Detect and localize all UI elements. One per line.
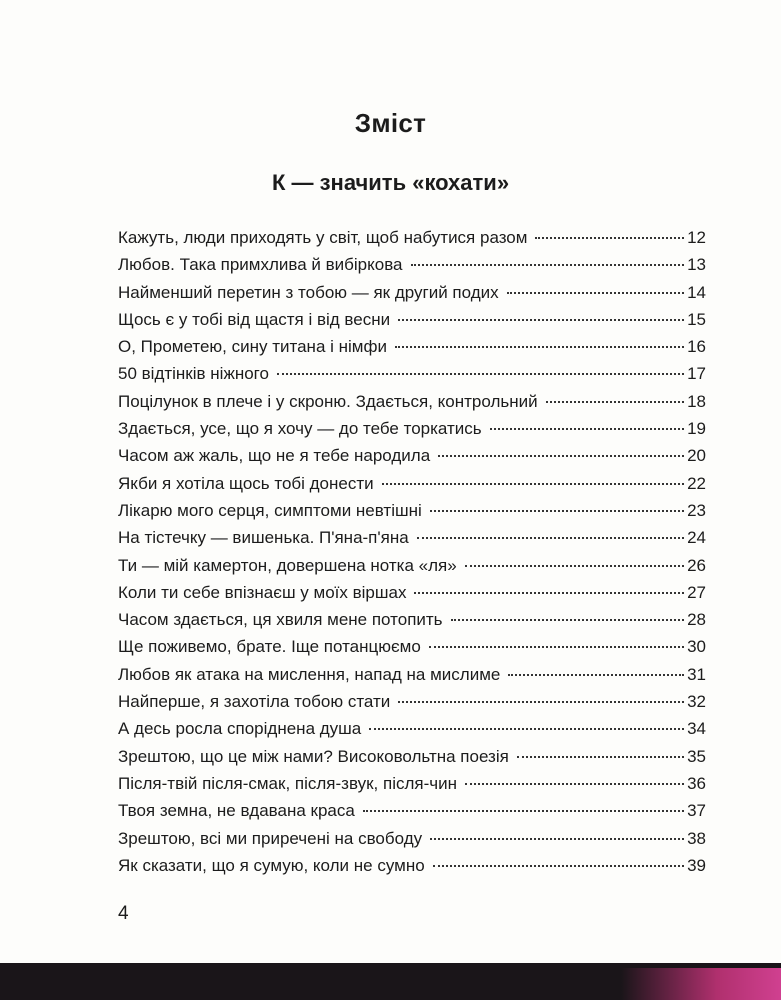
toc-entry-title: Як сказати, що я сумую, коли не сумно: [118, 855, 425, 875]
toc-entry-page: 28: [687, 610, 706, 630]
toc-entry-title: Зрештою, всі ми приречені на свободу: [118, 828, 423, 848]
toc-entry: [118, 770, 706, 797]
toc-entry-title: 50 відтінків ніжного: [118, 364, 269, 384]
toc-entry: [118, 661, 706, 688]
toc-entry-title: Найперше, я захотіла тобою стати: [118, 692, 391, 712]
toc-entry-title: Твоя земна, не вдавана краса: [118, 801, 355, 821]
toc-leader-dots: [398, 701, 684, 703]
toc-entry: [118, 552, 706, 579]
toc-entry: [118, 688, 706, 715]
toc-entry-title: Любов. Така примхлива й вибіркова: [118, 255, 403, 275]
page-number: 4: [118, 903, 129, 924]
toc-entry-title: Ще поживемо, брате. Іще потанцюємо: [118, 637, 421, 657]
toc-entry-page: 12: [687, 228, 706, 247]
toc-entry-title: Часом аж жаль, що не я тебе народила: [118, 446, 431, 466]
toc-entry-page: 16: [687, 337, 706, 357]
toc-entry: [118, 715, 706, 742]
toc-leader-dots: [490, 428, 684, 430]
toc-leader-dots: [451, 619, 684, 621]
toc-entry: [118, 279, 706, 306]
toc-entry: [118, 797, 706, 824]
toc-entry: [118, 251, 706, 278]
toc-entry-page: 15: [687, 309, 706, 329]
toc-entry: [118, 224, 706, 251]
toc-leader-dots: [430, 838, 684, 840]
toc-leader-dots: [414, 592, 684, 594]
toc-leader-dots: [382, 483, 684, 485]
toc-entry-title: Зрештою, що це між нами? Високовольтна поезія: [118, 746, 509, 766]
toc-entry: [118, 633, 706, 660]
toc-entry-page: 13: [687, 255, 706, 275]
bottom-edge-accent: [621, 968, 781, 1000]
toc-entry: [118, 579, 706, 606]
toc-entry-title: Здається, усе, що я хочу — до тебе торкатись: [118, 419, 482, 439]
toc-entry: [118, 470, 706, 497]
toc-leader-dots: [277, 373, 684, 375]
toc-entry-title: Коли ти себе впізнаєш у моїх віршах: [118, 582, 407, 602]
toc-entry-page: 30: [687, 637, 706, 657]
toc-entry: [118, 388, 706, 415]
toc-leader-dots: [433, 865, 684, 867]
toc-entry-page: 31: [687, 664, 706, 684]
toc-entry-page: 24: [687, 528, 706, 548]
toc-entry-page: 18: [687, 391, 706, 411]
toc-leader-dots: [417, 537, 684, 539]
toc-entry: [118, 524, 706, 551]
toc-entry-title: Кажуть, люди приходять у світ, щоб набутися разом: [118, 228, 528, 247]
toc-entry-page: 27: [687, 582, 706, 602]
toc-entry: [118, 415, 706, 442]
toc-entry-page: 23: [687, 500, 706, 520]
toc-leader-dots: [438, 455, 684, 457]
toc-entry-page: 26: [687, 555, 706, 575]
toc-entry-title: Найменший перетин з тобою — як другий подих: [118, 282, 499, 302]
toc-leader-dots: [430, 510, 684, 512]
toc-entry-page: 35: [687, 746, 706, 766]
toc-leader-dots: [517, 756, 684, 758]
toc-leader-dots: [546, 401, 684, 403]
toc-leader-dots: [398, 319, 684, 321]
toc-leader-dots: [508, 674, 684, 676]
toc-entry-page: 14: [687, 282, 706, 302]
toc-entry-title: Лікарю мого серця, симптоми невтішні: [118, 500, 422, 520]
toc-entry-page: 38: [687, 828, 706, 848]
toc-entry-page: 19: [687, 419, 706, 439]
toc-entry-page: 22: [687, 473, 706, 493]
toc-entry-title: Якби я хотіла щось тобі донести: [118, 473, 374, 493]
toc-entry: [118, 333, 706, 360]
toc-entry-page: 20: [687, 446, 706, 466]
section-title: К — значить «кохати»: [271, 170, 510, 195]
toc-entry: [118, 743, 706, 770]
toc-entry-title: Любов як атака на мислення, напад на мислиме: [118, 664, 501, 684]
toc-entry-page: 37: [687, 801, 706, 821]
toc-entry-page: 36: [687, 773, 706, 793]
toc-leader-dots: [465, 783, 684, 785]
toc-entry-title: О, Прометею, сину титана і німфи: [118, 337, 387, 357]
toc-entry: [118, 852, 706, 879]
toc-leader-dots: [429, 646, 684, 648]
toc-leader-dots: [465, 565, 684, 567]
toc-entry-page: 17: [687, 364, 706, 384]
toc-leader-dots: [369, 728, 684, 730]
toc-entry-page: 34: [687, 719, 706, 739]
toc-entry-title: Часом здається, ця хвиля мене потопить: [118, 610, 443, 630]
toc-entry: [118, 442, 706, 469]
toc-entry-title: Поцілунок в плече і у скроню. Здається, контрольний: [118, 391, 538, 411]
table-of-contents: [118, 224, 706, 879]
toc-entry-title: На тістечку — вишенька. П'яна-п'яна: [118, 528, 409, 548]
toc-entry: [118, 497, 706, 524]
page-title: Зміст: [354, 108, 427, 138]
toc-leader-dots: [507, 292, 684, 294]
toc-entry-title: Ти — мій камертон, довершена нотка «ля»: [118, 555, 457, 575]
toc-leader-dots: [535, 237, 684, 239]
toc-entry: [118, 606, 706, 633]
toc-entry-title: А десь росла споріднена душа: [118, 719, 362, 739]
toc-leader-dots: [411, 264, 684, 266]
toc-entry: [118, 825, 706, 852]
toc-entry-title: Після-твій після-смак, після-звук, після-чин: [118, 773, 458, 793]
toc-entry-page: 39: [687, 855, 706, 875]
toc-entry-page: 32: [687, 692, 706, 712]
toc-leader-dots: [363, 810, 684, 812]
toc-leader-dots: [395, 346, 684, 348]
toc-entry-title: Щось є у тобі від щастя і від весни: [118, 309, 391, 329]
toc-entry: [118, 306, 706, 333]
toc-entry: [118, 360, 706, 387]
